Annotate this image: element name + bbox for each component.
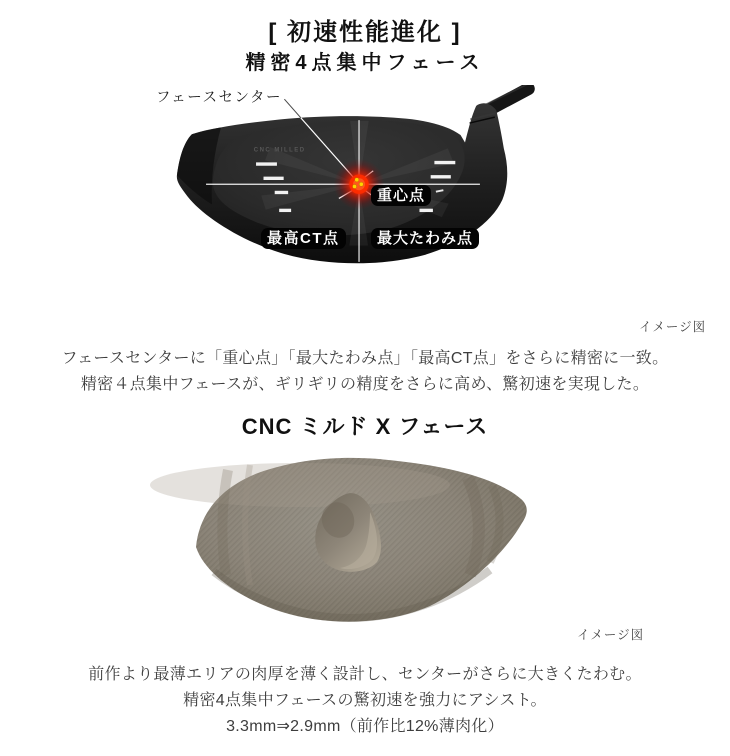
max-ct-point-label: 最高CT点: [261, 228, 346, 249]
section2-line1: 前作より最薄エリアの肉厚を薄く設計し、センターがさらに大きくたわむ。: [88, 666, 642, 683]
gravity-point-label: 重心点: [371, 185, 431, 206]
page-title: [ 初速性能進化 ]: [268, 19, 462, 46]
section2-line2: 精密4点集中フェースの驚初速を強力にアシスト。: [183, 692, 547, 709]
section1-line2: 精密４点集中フェースが、ギリギリの精度をさらに高め、驚初速を実現した。: [80, 376, 650, 393]
image-note: イメージ図: [639, 320, 707, 334]
driver-face-illustration: [0, 85, 730, 335]
section2-description: [0, 662, 730, 740]
max-deflection-point-label: 最大たわみ点: [371, 228, 479, 249]
cnc-milled-stamp: CNC MILLED: [253, 147, 306, 154]
section1-description: [0, 346, 730, 398]
section1-line1: フェースセンターに「重心点」「最大たわみ点」「最高CT点」をさらに精密に一致。: [61, 350, 669, 367]
section2-heading: CNC ミルド X フェース: [241, 414, 489, 439]
section2-line3: 3.3mm⇒2.9mm（前作比12%薄肉化）: [226, 718, 504, 735]
image-note: イメージ図: [577, 628, 645, 642]
face-center-label: フェースセンター: [156, 90, 282, 106]
face-plate-illustration: [0, 450, 730, 650]
page-subtitle: 精密4点集中フェース: [245, 52, 485, 74]
